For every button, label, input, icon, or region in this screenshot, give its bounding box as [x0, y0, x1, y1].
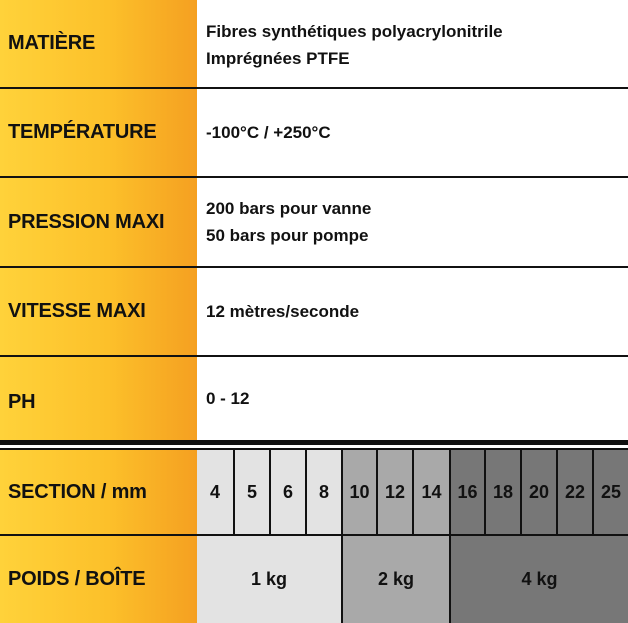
section-size-cell: 6 [271, 450, 305, 534]
weight-groups [197, 536, 628, 623]
spec-label: TEMPÉRATURE [0, 89, 197, 176]
spec-value [197, 0, 628, 87]
weight-group-cell: 2 kg [343, 536, 449, 623]
spec-row-matiere [0, 0, 628, 87]
spec-value-line: 0 - 12 [206, 389, 250, 408]
section-size-cell: 20 [522, 450, 556, 534]
spec-value [197, 357, 628, 440]
section-size-cell: 18 [486, 450, 520, 534]
section-row [0, 450, 628, 534]
weight-row [0, 536, 628, 623]
spec-label: PRESSION MAXI [0, 178, 197, 266]
spec-label: VITESSE MAXI [0, 268, 197, 355]
spec-value-line: 200 bars pour vanne [206, 199, 372, 218]
spec-label: MATIÈRE [0, 0, 197, 87]
spec-row-pression [0, 178, 628, 266]
spec-label: PH [0, 357, 197, 440]
spec-value [197, 268, 628, 355]
section-size-cell: 22 [558, 450, 592, 534]
spec-value [197, 89, 628, 176]
section-size-cell: 10 [343, 450, 376, 534]
section-size-cell: 5 [235, 450, 269, 534]
spec-value-line: 50 bars pour pompe [206, 226, 369, 245]
section-size-cell: 14 [414, 450, 449, 534]
section-size-cell: 12 [378, 450, 412, 534]
spec-value-line: 12 mètres/seconde [206, 302, 360, 321]
section-size-cell: 16 [451, 450, 484, 534]
spec-value [197, 178, 628, 266]
spec-row-temperature [0, 89, 628, 176]
spec-value-line: Imprégnées PTFE [206, 48, 350, 68]
section-sizes [197, 450, 628, 534]
spec-row-vitesse [0, 268, 628, 355]
spec-value-line: -100°C / +250°C [206, 123, 331, 142]
section-size-cell: 4 [197, 450, 233, 534]
spec-row-ph [0, 357, 628, 440]
section-label: SECTION / mm [0, 450, 197, 534]
weight-label: POIDS / BOÎTE [0, 536, 197, 623]
section-size-cell: 25 [594, 450, 628, 534]
section-size-cell: 8 [307, 450, 341, 534]
weight-group-cell: 4 kg [451, 536, 628, 623]
weight-group-cell: 1 kg [197, 536, 341, 623]
spec-value-line: Fibres synthétiques polyacrylonitrile [206, 21, 503, 41]
